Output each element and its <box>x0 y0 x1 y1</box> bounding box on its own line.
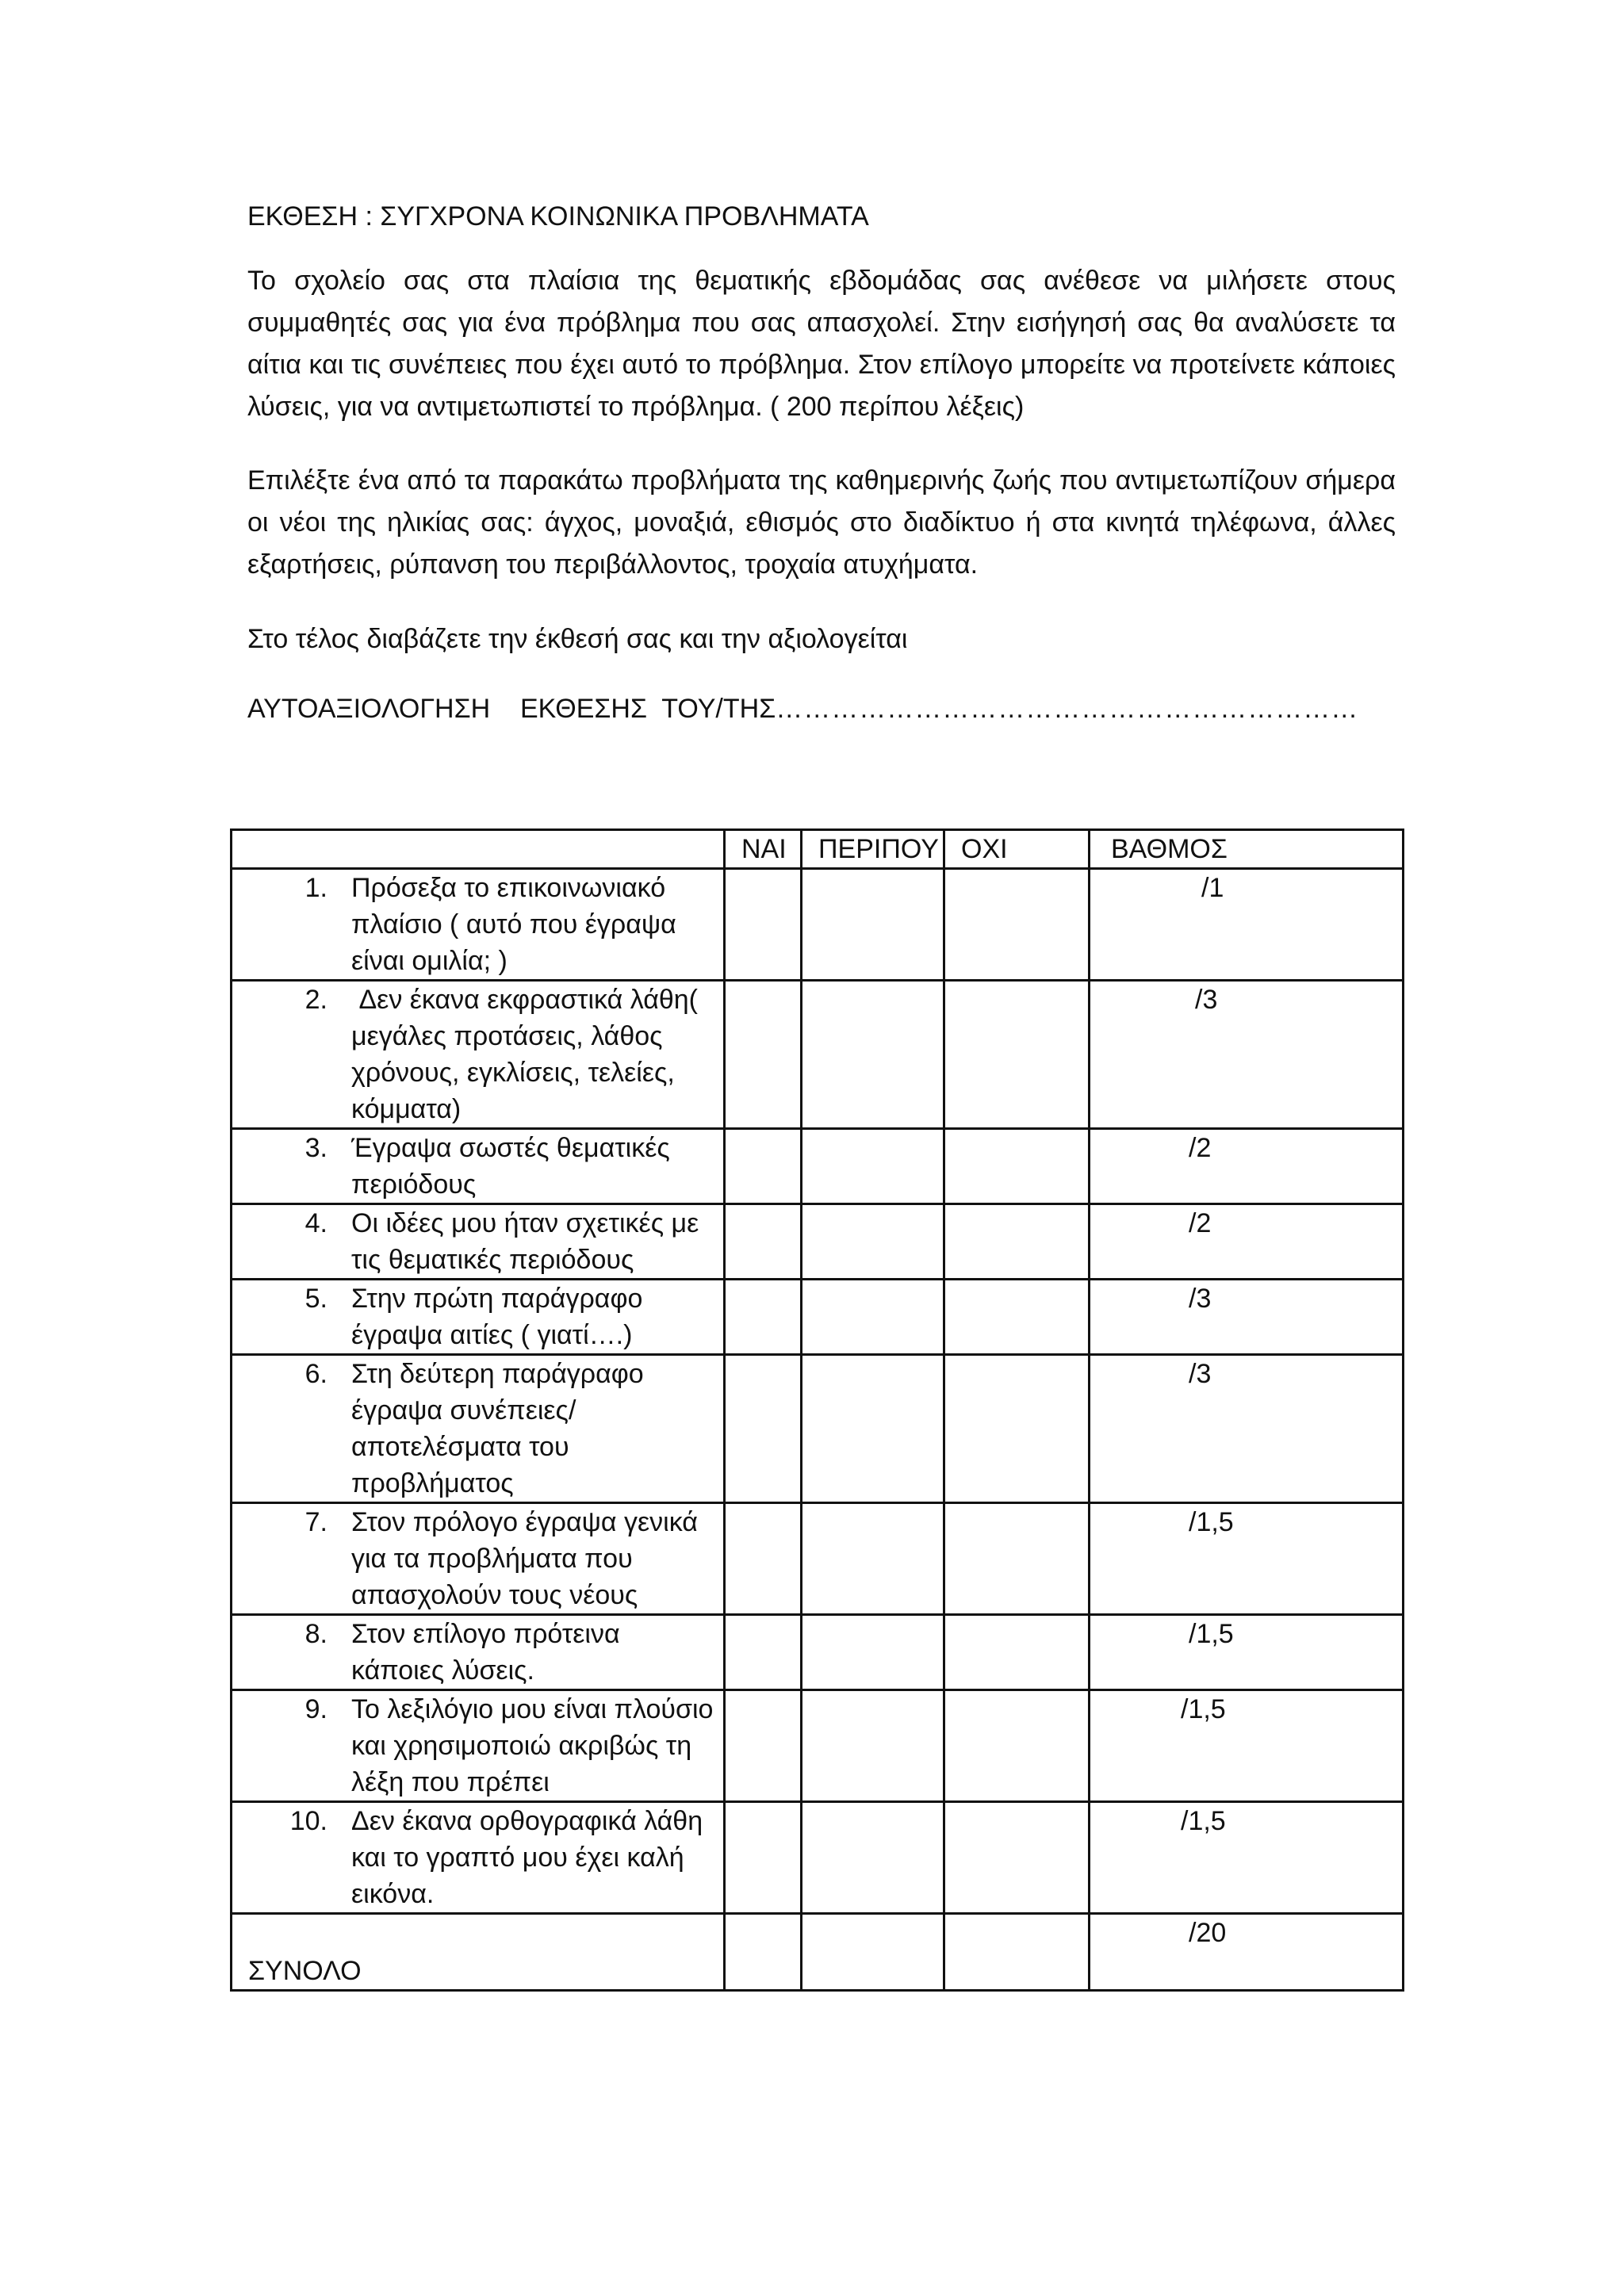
self-evaluation-table <box>230 828 1404 1992</box>
header-no: ΟΧΙ <box>944 830 1090 869</box>
criterion-number: 8. <box>304 1619 327 1649</box>
criterion-number: 10. <box>289 1806 327 1836</box>
grade-value: /1,5 <box>1181 1806 1226 1836</box>
criterion-text: Δεν έκανα εκφραστικά λάθη( μεγάλες προτάσεις, λάθος χρόνους, εγκλίσεις, τελείες, κόμματα) <box>351 985 706 1124</box>
criterion-cell <box>232 1129 725 1204</box>
criterion-text: Πρόσεξα το επικοινωνιακό πλαίσιο ( αυτό που έγραψα είναι ομιλία; ) <box>351 873 676 976</box>
table-row <box>232 869 1404 981</box>
criterion-number: 1. <box>304 873 327 903</box>
approx-checkbox-cell[interactable] <box>802 1204 944 1280</box>
criterion-cell <box>232 1802 725 1914</box>
criterion-text: Στη δεύτερη παράγραφο έγραψα συνέπειες/ αποτελέσματα του προβλήματος <box>351 1359 644 1498</box>
yes-checkbox-cell[interactable] <box>725 981 802 1129</box>
grade-cell[interactable] <box>1090 1690 1404 1802</box>
total-grade-value: /20 <box>1189 1918 1227 1948</box>
approx-checkbox-cell[interactable] <box>802 869 944 981</box>
no-checkbox-cell[interactable] <box>944 1914 1090 1991</box>
yes-checkbox-cell[interactable] <box>725 869 802 981</box>
table-row <box>232 1615 1404 1690</box>
yes-checkbox-cell[interactable] <box>725 1355 802 1503</box>
header-criterion <box>232 830 725 869</box>
approx-checkbox-cell[interactable] <box>802 1615 944 1690</box>
criterion-number: 4. <box>304 1208 327 1238</box>
grade-cell[interactable] <box>1090 1802 1404 1914</box>
criterion-cell <box>232 869 725 981</box>
instruction-paragraph: Στο τέλος διαβάζετε την έκθεσή σας και την αξιολογείται <box>247 624 908 654</box>
grade-cell[interactable] <box>1090 1280 1404 1355</box>
self-evaluation-line <box>247 688 1396 730</box>
yes-checkbox-cell[interactable] <box>725 1802 802 1914</box>
total-label-cell <box>232 1914 725 1991</box>
criterion-cell <box>232 1280 725 1355</box>
criterion-cell <box>232 1615 725 1690</box>
grade-value: /2 <box>1189 1208 1212 1238</box>
assignment-paragraph: Το σχολείο σας στα πλαίσια της θεματικής εβδομάδας σας ανέθεσε να μιλήσετε στους συμμαθητές σας για ένα πρόβλημα που σας απασχολεί. Στην εισήγησή σας θα αναλύσετε τα αίτια και τις συνέπειες που έχει αυτό το πρόβλημα. Στον επίλογο μπορείτε να προτείνετε κάποιες λύσεις, για να αντιμετωπιστεί το πρόβλημα. ( 200 περίπου λέξεις) <box>247 266 1396 422</box>
no-checkbox-cell[interactable] <box>944 869 1090 981</box>
table-row <box>232 1204 1404 1280</box>
grade-cell[interactable] <box>1090 1355 1404 1503</box>
no-checkbox-cell[interactable] <box>944 1129 1090 1204</box>
total-row <box>232 1914 1404 1991</box>
grade-cell[interactable] <box>1090 869 1404 981</box>
approx-checkbox-cell[interactable] <box>802 1355 944 1503</box>
table-row <box>232 1503 1404 1615</box>
approx-checkbox-cell[interactable] <box>802 1503 944 1615</box>
yes-checkbox-cell[interactable] <box>725 1280 802 1355</box>
criterion-text: Το λεξιλόγιο μου είναι πλούσιο και χρησιμοποιώ ακριβώς τη λέξη που πρέπει <box>351 1694 714 1797</box>
grade-cell[interactable] <box>1090 1129 1404 1204</box>
grade-value: /2 <box>1189 1133 1212 1163</box>
approx-checkbox-cell[interactable] <box>802 1802 944 1914</box>
table-row <box>232 1355 1404 1503</box>
criterion-text: Στην πρώτη παράγραφο έγραψα αιτίες ( γιατί….) <box>351 1284 643 1350</box>
grade-cell[interactable] <box>1090 981 1404 1129</box>
criterion-cell <box>232 1204 725 1280</box>
header-grade: ΒΑΘΜΟΣ <box>1090 830 1404 869</box>
table-row <box>232 1802 1404 1914</box>
criterion-text: Στον επίλογο πρότεινα κάποιες λύσεις. <box>351 1619 620 1686</box>
table-row <box>232 1690 1404 1802</box>
criterion-number: 9. <box>304 1694 327 1724</box>
yes-checkbox-cell[interactable] <box>725 1914 802 1991</box>
yes-checkbox-cell[interactable] <box>725 1129 802 1204</box>
table-header-row <box>232 830 1404 869</box>
approx-checkbox-cell[interactable] <box>802 981 944 1129</box>
header-approx: ΠΕΡΙΠΟΥ <box>802 830 944 869</box>
table-row <box>232 1280 1404 1355</box>
grade-cell[interactable] <box>1090 1615 1404 1690</box>
yes-checkbox-cell[interactable] <box>725 1615 802 1690</box>
document-title: ΕΚΘΕΣΗ : ΣΥΓΧΡΟΝΑ ΚΟΙΝΩΝΙΚΑ ΠΡΟΒΛΗΜΑΤΑ <box>247 201 869 232</box>
grade-value: /3 <box>1189 1359 1212 1389</box>
no-checkbox-cell[interactable] <box>944 981 1090 1129</box>
name-blank-dots[interactable]: ……………………………………………………… <box>776 694 1359 724</box>
criterion-cell <box>232 1503 725 1615</box>
criterion-text: Δεν έκανα ορθογραφικά λάθη και το γραπτό μου έχει καλή εικόνα. <box>351 1806 703 1909</box>
criterion-cell <box>232 981 725 1129</box>
criterion-number: 3. <box>304 1133 327 1163</box>
criterion-number: 7. <box>304 1507 327 1537</box>
criterion-text: Στον πρόλογο έγραψα γενικά για τα προβλήματα που απασχολούν τους νέους <box>351 1507 698 1610</box>
approx-checkbox-cell[interactable] <box>802 1129 944 1204</box>
criterion-cell <box>232 1355 725 1503</box>
topics-paragraph: Επιλέξτε ένα από τα παρακάτω προβλήματα της καθημερινής ζωής που αντιμετωπίζουν σήμερα οι νέοι της ηλικίας σας: άγχος, μοναξιά, εθισμός στο διαδίκτυο ή στα κινητά τηλέφωνα, άλλες εξαρτήσεις, ρύπανση του περιβάλλοντος, τροχαία ατυχήματα. <box>247 465 1396 580</box>
no-checkbox-cell[interactable] <box>944 1802 1090 1914</box>
approx-checkbox-cell[interactable] <box>802 1280 944 1355</box>
grade-cell[interactable] <box>1090 1503 1404 1615</box>
no-checkbox-cell[interactable] <box>944 1690 1090 1802</box>
grade-value: /3 <box>1189 1284 1212 1314</box>
yes-checkbox-cell[interactable] <box>725 1690 802 1802</box>
grade-cell[interactable] <box>1090 1204 1404 1280</box>
grade-value: /1,5 <box>1181 1694 1226 1724</box>
no-checkbox-cell[interactable] <box>944 1204 1090 1280</box>
yes-checkbox-cell[interactable] <box>725 1503 802 1615</box>
criterion-text: Οι ιδέες μου ήταν σχετικές με τις θεματικές περιόδους <box>351 1208 699 1275</box>
approx-checkbox-cell[interactable] <box>802 1914 944 1991</box>
criterion-number: 5. <box>304 1284 327 1314</box>
header-yes: ΝΑΙ <box>725 830 802 869</box>
total-label: ΣΥΝΟΛΟ <box>248 1956 362 1986</box>
grade-value: /1,5 <box>1189 1619 1234 1649</box>
criterion-text: Έγραψα σωστές θεματικές περιόδους <box>351 1133 670 1200</box>
table-row <box>232 981 1404 1129</box>
criterion-number: 6. <box>304 1359 327 1389</box>
grade-value: /1 <box>1201 873 1224 903</box>
approx-checkbox-cell[interactable] <box>802 1690 944 1802</box>
no-checkbox-cell[interactable] <box>944 1615 1090 1690</box>
total-grade-cell[interactable] <box>1090 1914 1404 1991</box>
table-row <box>232 1129 1404 1204</box>
yes-checkbox-cell[interactable] <box>725 1204 802 1280</box>
criterion-cell <box>232 1690 725 1802</box>
grade-value: /1,5 <box>1189 1507 1234 1537</box>
grade-value: /3 <box>1195 985 1218 1015</box>
criterion-number: 2. <box>304 985 327 1015</box>
self-evaluation-label: ΑΥΤΟΑΞΙΟΛΟΓΗΣΗ ΕΚΘΕΣΗΣ ΤΟΥ/ΤΗΣ <box>247 694 776 724</box>
no-checkbox-cell[interactable] <box>944 1280 1090 1355</box>
no-checkbox-cell[interactable] <box>944 1355 1090 1503</box>
no-checkbox-cell[interactable] <box>944 1503 1090 1615</box>
